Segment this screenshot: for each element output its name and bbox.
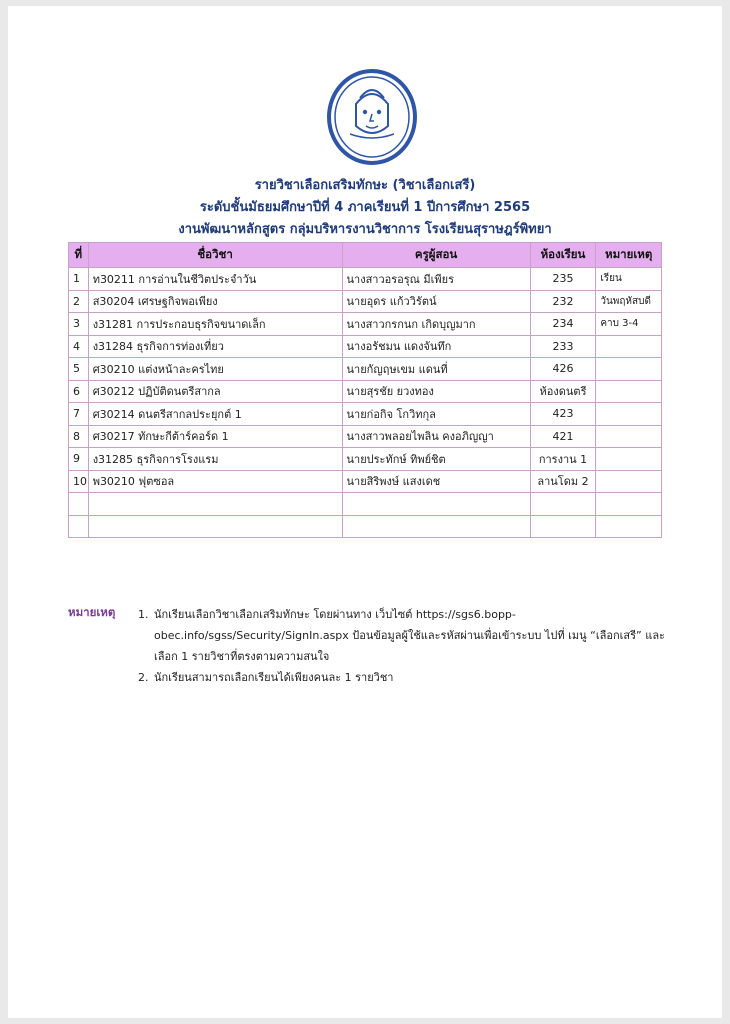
table-row xyxy=(69,290,662,313)
cell-no xyxy=(69,493,89,516)
cell-room: 235 xyxy=(530,268,596,291)
cell-teacher: นางสาวอรอรุณ มีเพียร xyxy=(342,268,530,291)
cell-note xyxy=(596,358,662,381)
cell-no: 2 xyxy=(69,290,89,313)
cell-no: 8 xyxy=(69,425,89,448)
cell-teacher: นายประทักษ์ ทิพย์ชิต xyxy=(342,448,530,471)
page-title: รายวิชาเลือกเสริมทักษะ (วิชาเลือกเสรี) xyxy=(254,178,476,193)
cell-subject: ง31284 ธุรกิจการท่องเที่ยว xyxy=(88,335,342,358)
cell-subject: ศ30214 ดนตรีสากลประยุกต์ 1 xyxy=(88,403,342,426)
cell-teacher xyxy=(342,493,530,516)
cell-no: 7 xyxy=(69,403,89,426)
cell-subject: ศ30217 ทักษะกีต้าร์คอร์ด 1 xyxy=(88,425,342,448)
table-row xyxy=(69,380,662,403)
header-no: ที่ xyxy=(69,243,89,268)
note-text: นักเรียนเลือกวิชาเลือกเสริมทักษะ โดยผ่านทาง เว็บไซต์ https://sgs6.bopp-obec.info/sgss/Security/SignIn.aspx ป้อนข้อมูลผู้ใช้และรหัสผ่านเพื่อเข้าระบบ ไปที่ เมนู “เลือกเสรี” และเลือก 1 รายวิชาที่ตรงตามความสนใจ xyxy=(154,608,665,663)
cell-subject xyxy=(88,515,342,538)
cell-room xyxy=(530,493,596,516)
cell-subject xyxy=(88,493,342,516)
cell-no: 1 xyxy=(69,268,89,291)
cell-subject: ง31285 ธุรกิจการโรงแรม xyxy=(88,448,342,471)
cell-room: ห้องดนตรี xyxy=(530,380,596,403)
table-body xyxy=(69,268,662,538)
notes-list xyxy=(138,604,678,688)
note-item xyxy=(138,604,678,667)
cell-note xyxy=(596,403,662,426)
table-row xyxy=(69,425,662,448)
cell-no: 6 xyxy=(69,380,89,403)
cell-note xyxy=(596,380,662,403)
cell-room xyxy=(530,515,596,538)
header-subject: ชื่อวิชา xyxy=(88,243,342,268)
school-emblem-icon xyxy=(326,68,418,166)
cell-no: 9 xyxy=(69,448,89,471)
cell-note xyxy=(596,448,662,471)
table-header-row xyxy=(69,243,662,268)
cell-room: 423 xyxy=(530,403,596,426)
header-note: หมายเหตุ xyxy=(596,243,662,268)
cell-room: ลานโดม 2 xyxy=(530,470,596,493)
cell-note xyxy=(596,470,662,493)
note-text: นักเรียนสามารถเลือกเรียนได้เพียงคนละ 1 รายวิชา xyxy=(154,671,394,684)
table-row xyxy=(69,470,662,493)
cell-teacher: นางสาวกรกนก เกิดบุญมาก xyxy=(342,313,530,336)
cell-room: 234 xyxy=(530,313,596,336)
cell-no xyxy=(69,515,89,538)
cell-subject: ศ30212 ปฏิบัติดนตรีสากล xyxy=(88,380,342,403)
department-line: งานพัฒนาหลักสูตร กลุ่มบริหารงานวิชาการ โรงเรียนสุราษฎร์พิทยา xyxy=(178,222,552,237)
cell-subject: ท30211 การอ่านในชีวิตประจำวัน xyxy=(88,268,342,291)
cell-note: เรียน xyxy=(596,268,662,291)
cell-note: วันพฤหัสบดี xyxy=(596,290,662,313)
table-row xyxy=(69,358,662,381)
cell-subject: ง31281 การประกอบธุรกิจขนาดเล็ก xyxy=(88,313,342,336)
cell-note xyxy=(596,515,662,538)
note-number: 1. xyxy=(138,608,149,621)
cell-note xyxy=(596,493,662,516)
note-item xyxy=(138,667,678,688)
cell-subject: พ30210 ฟุตซอล xyxy=(88,470,342,493)
cell-no: 4 xyxy=(69,335,89,358)
note-number: 2. xyxy=(138,671,149,684)
cell-room: การงาน 1 xyxy=(530,448,596,471)
cell-note xyxy=(596,335,662,358)
cell-no: 3 xyxy=(69,313,89,336)
cell-room: 233 xyxy=(530,335,596,358)
cell-teacher: นายอุดร แก้ววิรัตน์ xyxy=(342,290,530,313)
cell-subject: ส30204 เศรษฐกิจพอเพียง xyxy=(88,290,342,313)
page-subtitle: ระดับชั้นมัธยมศึกษาปีที่ 4 ภาคเรียนที่ 1 ปีการศึกษา 2565 xyxy=(199,200,531,215)
cell-note: คาบ 3-4 xyxy=(596,313,662,336)
cell-teacher: นายก่อกิจ โกวิทกุล xyxy=(342,403,530,426)
document-page xyxy=(8,6,722,1018)
table-row xyxy=(69,448,662,471)
cell-note xyxy=(596,425,662,448)
cell-teacher: นางสาวพลอยไพลิน คงอภิญญา xyxy=(342,425,530,448)
cell-teacher: นายสิริพงษ์ แสงเดช xyxy=(342,470,530,493)
cell-no: 5 xyxy=(69,358,89,381)
cell-teacher: นายสุรชัย ยวงทอง xyxy=(342,380,530,403)
cell-room: 426 xyxy=(530,358,596,381)
cell-subject: ศ30210 แต่งหน้าละครไทย xyxy=(88,358,342,381)
table-row xyxy=(69,493,662,516)
table-row xyxy=(69,403,662,426)
table-row xyxy=(69,313,662,336)
cell-room: 232 xyxy=(530,290,596,313)
notes-label: หมายเหตุ xyxy=(68,605,116,619)
cell-teacher: นายกัญฤษเขม แดนที่ xyxy=(342,358,530,381)
course-table xyxy=(68,242,662,538)
cell-teacher: นางอรัชมน แดงจันทึก xyxy=(342,335,530,358)
cell-no: 10 xyxy=(69,470,89,493)
cell-teacher xyxy=(342,515,530,538)
cell-room: 421 xyxy=(530,425,596,448)
table-row xyxy=(69,335,662,358)
header-room: ห้องเรียน xyxy=(530,243,596,268)
table-row xyxy=(69,515,662,538)
table-row xyxy=(69,268,662,291)
header-teacher: ครูผู้สอน xyxy=(342,243,530,268)
